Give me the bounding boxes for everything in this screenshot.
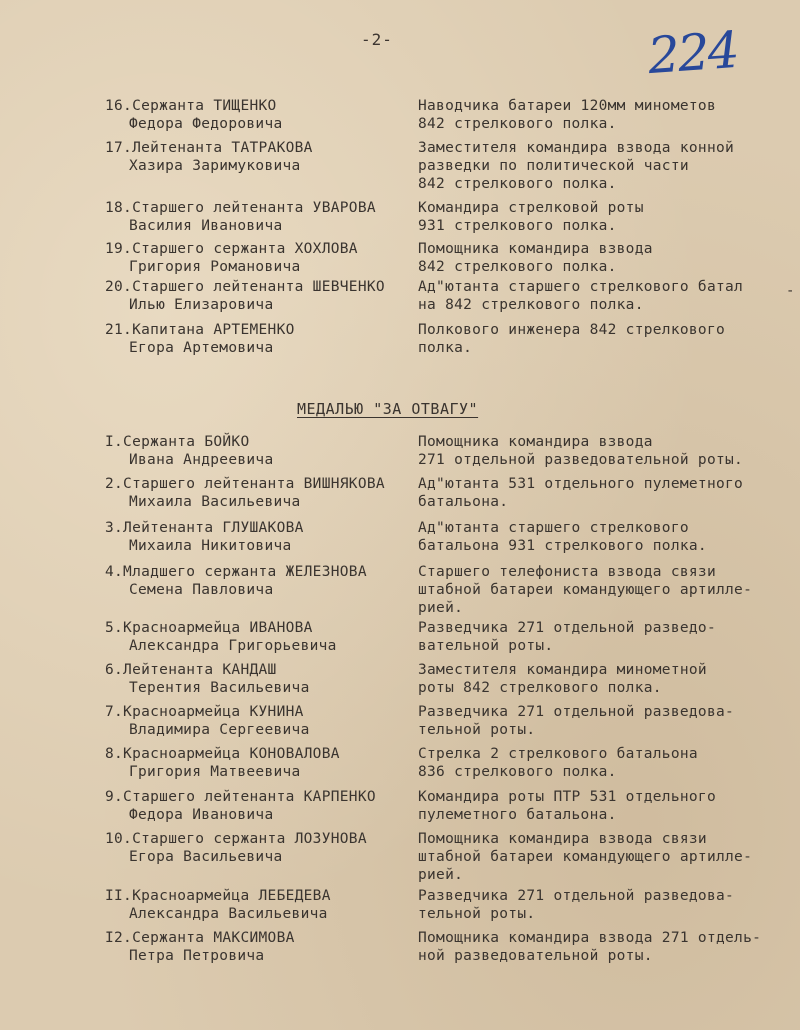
position-line: Разведчика 271 отдельной разведова-	[418, 888, 735, 904]
position-line: Старшего телефониста взвода связи	[418, 564, 716, 580]
rank-surname: 10.Старшего сержанта ЛОЗУНОВА	[105, 831, 367, 847]
position-line: вательной роты.	[418, 638, 554, 654]
margin-mark: -	[786, 283, 795, 299]
position-line: Ад"ютанта 531 отдельного пулеметного	[418, 476, 744, 492]
page-number: -2-	[361, 30, 393, 49]
rank-surname: 9.Старшего лейтенанта КАРПЕНКО	[105, 789, 376, 805]
rank-surname: 2.Старшего лейтенанта ВИШНЯКОВА	[105, 476, 385, 492]
position-line: Командира стрелковой роты	[418, 200, 644, 216]
position-line: 842 стрелкового полка.	[418, 116, 617, 132]
position-line: 842 стрелкового полка.	[418, 259, 617, 275]
position-line: Полкового инженера 842 стрелкового	[418, 322, 726, 338]
position-line: пулеметного батальона.	[418, 807, 617, 823]
position-line: Заместителя командира минометной	[418, 662, 707, 678]
rank-surname: 20.Старшего лейтенанта ШЕВЧЕНКО	[105, 279, 385, 295]
rank-surname: 6.Лейтенанта КАНДАШ	[105, 662, 277, 678]
rank-surname: 7.Красноармейца КУНИНА	[105, 704, 304, 720]
first-patronymic: Ивана Андреевича	[129, 452, 274, 468]
position-line: 836 стрелкового полка.	[418, 764, 617, 780]
first-patronymic: Егора Артемовича	[129, 340, 274, 356]
first-patronymic: Владимира Сергеевича	[129, 722, 310, 738]
position-line: 842 стрелкового полка.	[418, 176, 617, 192]
position-line: Помощника командира взвода 271 отдель-	[418, 930, 762, 946]
first-patronymic: Александра Григорьевича	[129, 638, 337, 654]
first-patronymic: Михаила Никитовича	[129, 538, 292, 554]
first-patronymic: Егора Васильевича	[129, 849, 283, 865]
first-patronymic: Василия Ивановича	[129, 218, 283, 234]
first-patronymic: Хазира Заримуковича	[129, 158, 301, 174]
position-line: на 842 стрелкового полка.	[418, 297, 644, 313]
first-patronymic: Александра Васильевича	[129, 906, 328, 922]
rank-surname: I.Сержанта БОЙКО	[105, 434, 250, 450]
position-line: Стрелка 2 стрелкового батальона	[418, 746, 698, 762]
position-line: Помощника командира взвода	[418, 434, 653, 450]
rank-surname: 8.Красноармейца КОНОВАЛОВА	[105, 746, 340, 762]
section-heading: МЕДАЛЬЮ "ЗА ОТВАГУ"	[297, 400, 479, 418]
first-patronymic: Федора Ивановича	[129, 807, 274, 823]
position-line: батальона.	[418, 494, 509, 510]
first-patronymic: Илью Елизаровича	[129, 297, 274, 313]
position-line: батальона 931 стрелкового полка.	[418, 538, 707, 554]
first-patronymic: Семена Павловича	[129, 582, 274, 598]
rank-surname: II.Красноармейца ЛЕБЕДЕВА	[105, 888, 331, 904]
first-patronymic: Петра Петровича	[129, 948, 265, 964]
position-line: Разведчика 271 отдельной разведо-	[418, 620, 716, 636]
position-line: 931 стрелкового полка.	[418, 218, 617, 234]
position-line: Разведчика 271 отдельной разведова-	[418, 704, 735, 720]
first-patronymic: Григория Матвеевича	[129, 764, 301, 780]
archive-number-handwritten: 224	[646, 20, 740, 86]
first-patronymic: Григория Романовича	[129, 259, 301, 275]
first-patronymic: Терентия Васильевича	[129, 680, 310, 696]
rank-surname: I2.Сержанта МАКСИМОВА	[105, 930, 295, 946]
position-line: полка.	[418, 340, 473, 356]
position-line: рией.	[418, 867, 464, 883]
first-patronymic: Федора Федоровича	[129, 116, 283, 132]
rank-surname: 19.Старшего сержанта ХОХЛОВА	[105, 241, 358, 257]
position-line: Заместителя командира взвода конной	[418, 140, 735, 156]
position-line: Командира роты ПТР 531 отдельного	[418, 789, 716, 805]
position-line: 271 отдельной разведовательной роты.	[418, 452, 744, 468]
position-line: Помощника командира взвода связи	[418, 831, 707, 847]
rank-surname: 18.Старшего лейтенанта УВАРОВА	[105, 200, 376, 216]
rank-surname: 5.Красноармейца ИВАНОВА	[105, 620, 313, 636]
position-line: рией.	[418, 600, 464, 616]
rank-surname: 21.Капитана АРТЕМЕНКО	[105, 322, 295, 338]
position-line: разведки по политической части	[418, 158, 689, 174]
position-line: роты 842 стрелкового полка.	[418, 680, 662, 696]
position-line: Ад"ютанта старшего стрелкового	[418, 520, 689, 536]
position-line: штабной батареи командующего артилле-	[418, 849, 753, 865]
position-line: тельной роты.	[418, 722, 536, 738]
position-line: ной разведовательной роты.	[418, 948, 653, 964]
rank-surname: 4.Младшего сержанта ЖЕЛЕЗНОВА	[105, 564, 367, 580]
rank-surname: 17.Лейтенанта ТАТРАКОВА	[105, 140, 313, 156]
position-line: Ад"ютанта старшего стрелкового батал	[418, 279, 744, 295]
position-line: Помощника командира взвода	[418, 241, 653, 257]
position-line: штабной батареи командующего артилле-	[418, 582, 753, 598]
rank-surname: 16.Сержанта ТИЩЕНКО	[105, 98, 277, 114]
position-line: тельной роты.	[418, 906, 536, 922]
rank-surname: 3.Лейтенанта ГЛУШАКОВА	[105, 520, 304, 536]
position-line: Наводчика батареи 120мм минометов	[418, 98, 716, 114]
first-patronymic: Михаила Васильевича	[129, 494, 301, 510]
